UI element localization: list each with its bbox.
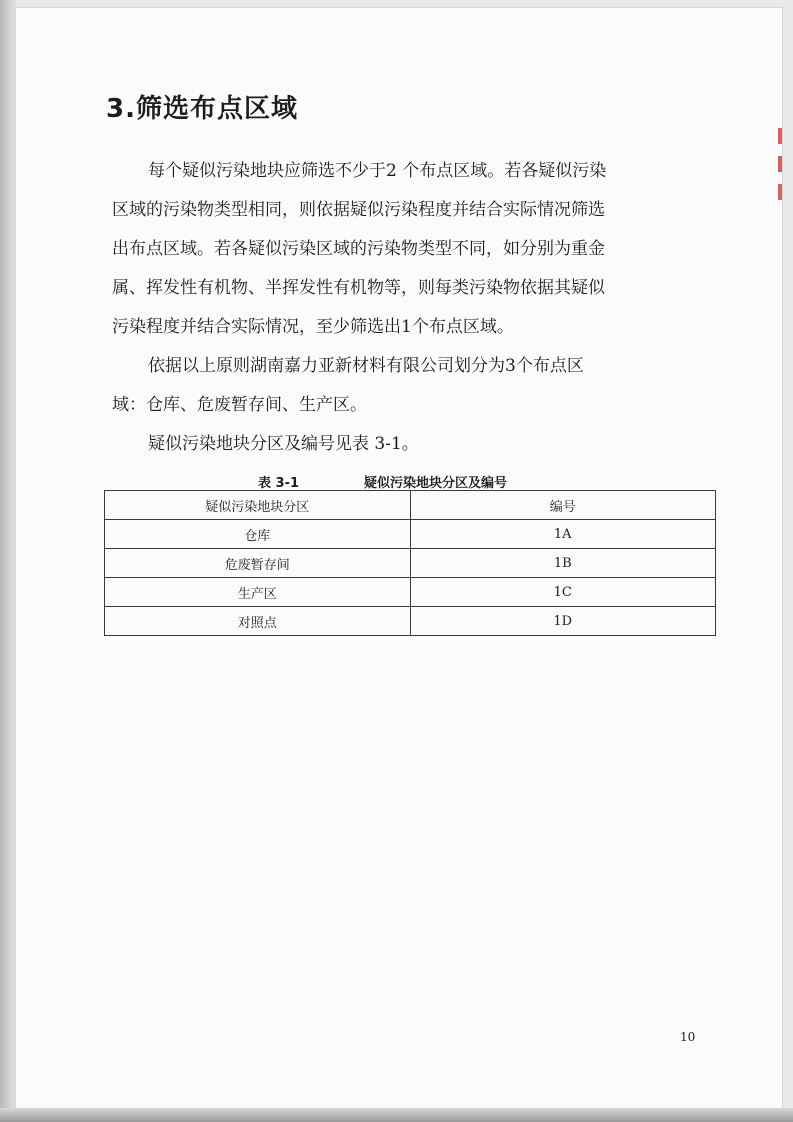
margin-mark [778,156,782,172]
table-row [105,520,716,549]
zone-cell: 仓库 [105,520,411,549]
table-row [105,549,716,578]
table-row [105,607,716,636]
margin-mark [778,128,782,144]
section-heading: 3.筛选布点区域 [106,94,298,124]
paragraph-site-division [112,347,694,425]
zone-code-table [104,490,716,636]
scan-bottom-edge [0,1108,793,1122]
paragraph-line: 域：仓库、危废暂存间、生产区。 [112,395,367,415]
scan-left-edge [0,0,16,1122]
paragraph-table-reference [112,425,694,464]
page-number: 10 [680,1030,696,1044]
column-header-code: 编号 [410,491,716,520]
code-cell: 1B [410,549,716,578]
zone-cell: 危废暂存间 [105,549,411,578]
table-caption-number: 表 3-1 [258,476,300,491]
paragraph-line: 依据以上原则湖南嘉力亚新材料有限公司划分为3个布点区 [148,356,584,376]
margin-mark [778,184,782,200]
paragraph-line: 区域的污染物类型相同，则依据疑似污染程度并结合实际情况筛选 [112,200,605,220]
zone-cell: 生产区 [105,578,411,607]
paragraph-line: 污染程度并结合实际情况，至少筛选出1个布点区域。 [112,317,514,337]
code-cell: 1C [410,578,716,607]
paragraph-line: 每个疑似污染地块应筛选不少于2 个布点区域。若各疑似污染 [148,161,607,181]
column-header-zone: 疑似污染地块分区 [105,491,411,520]
table-header-row [105,491,716,520]
code-cell: 1A [410,520,716,549]
paragraph-line: 属、挥发性有机物、半挥发性有机物等，则每类污染物依据其疑似 [112,278,605,298]
paragraph-selection-rules [112,152,694,347]
margin-red-marks [778,128,782,258]
zone-cell: 对照点 [105,607,411,636]
paragraph-line: 出布点区域。若各疑似污染区域的污染物类型不同，如分别为重金 [112,239,605,259]
code-cell: 1D [410,607,716,636]
table-caption-title: 疑似污染地块分区及编号 [364,476,508,491]
table-row [105,578,716,607]
paragraph-line: 疑似污染地块分区及编号见表 3-1。 [148,434,419,454]
